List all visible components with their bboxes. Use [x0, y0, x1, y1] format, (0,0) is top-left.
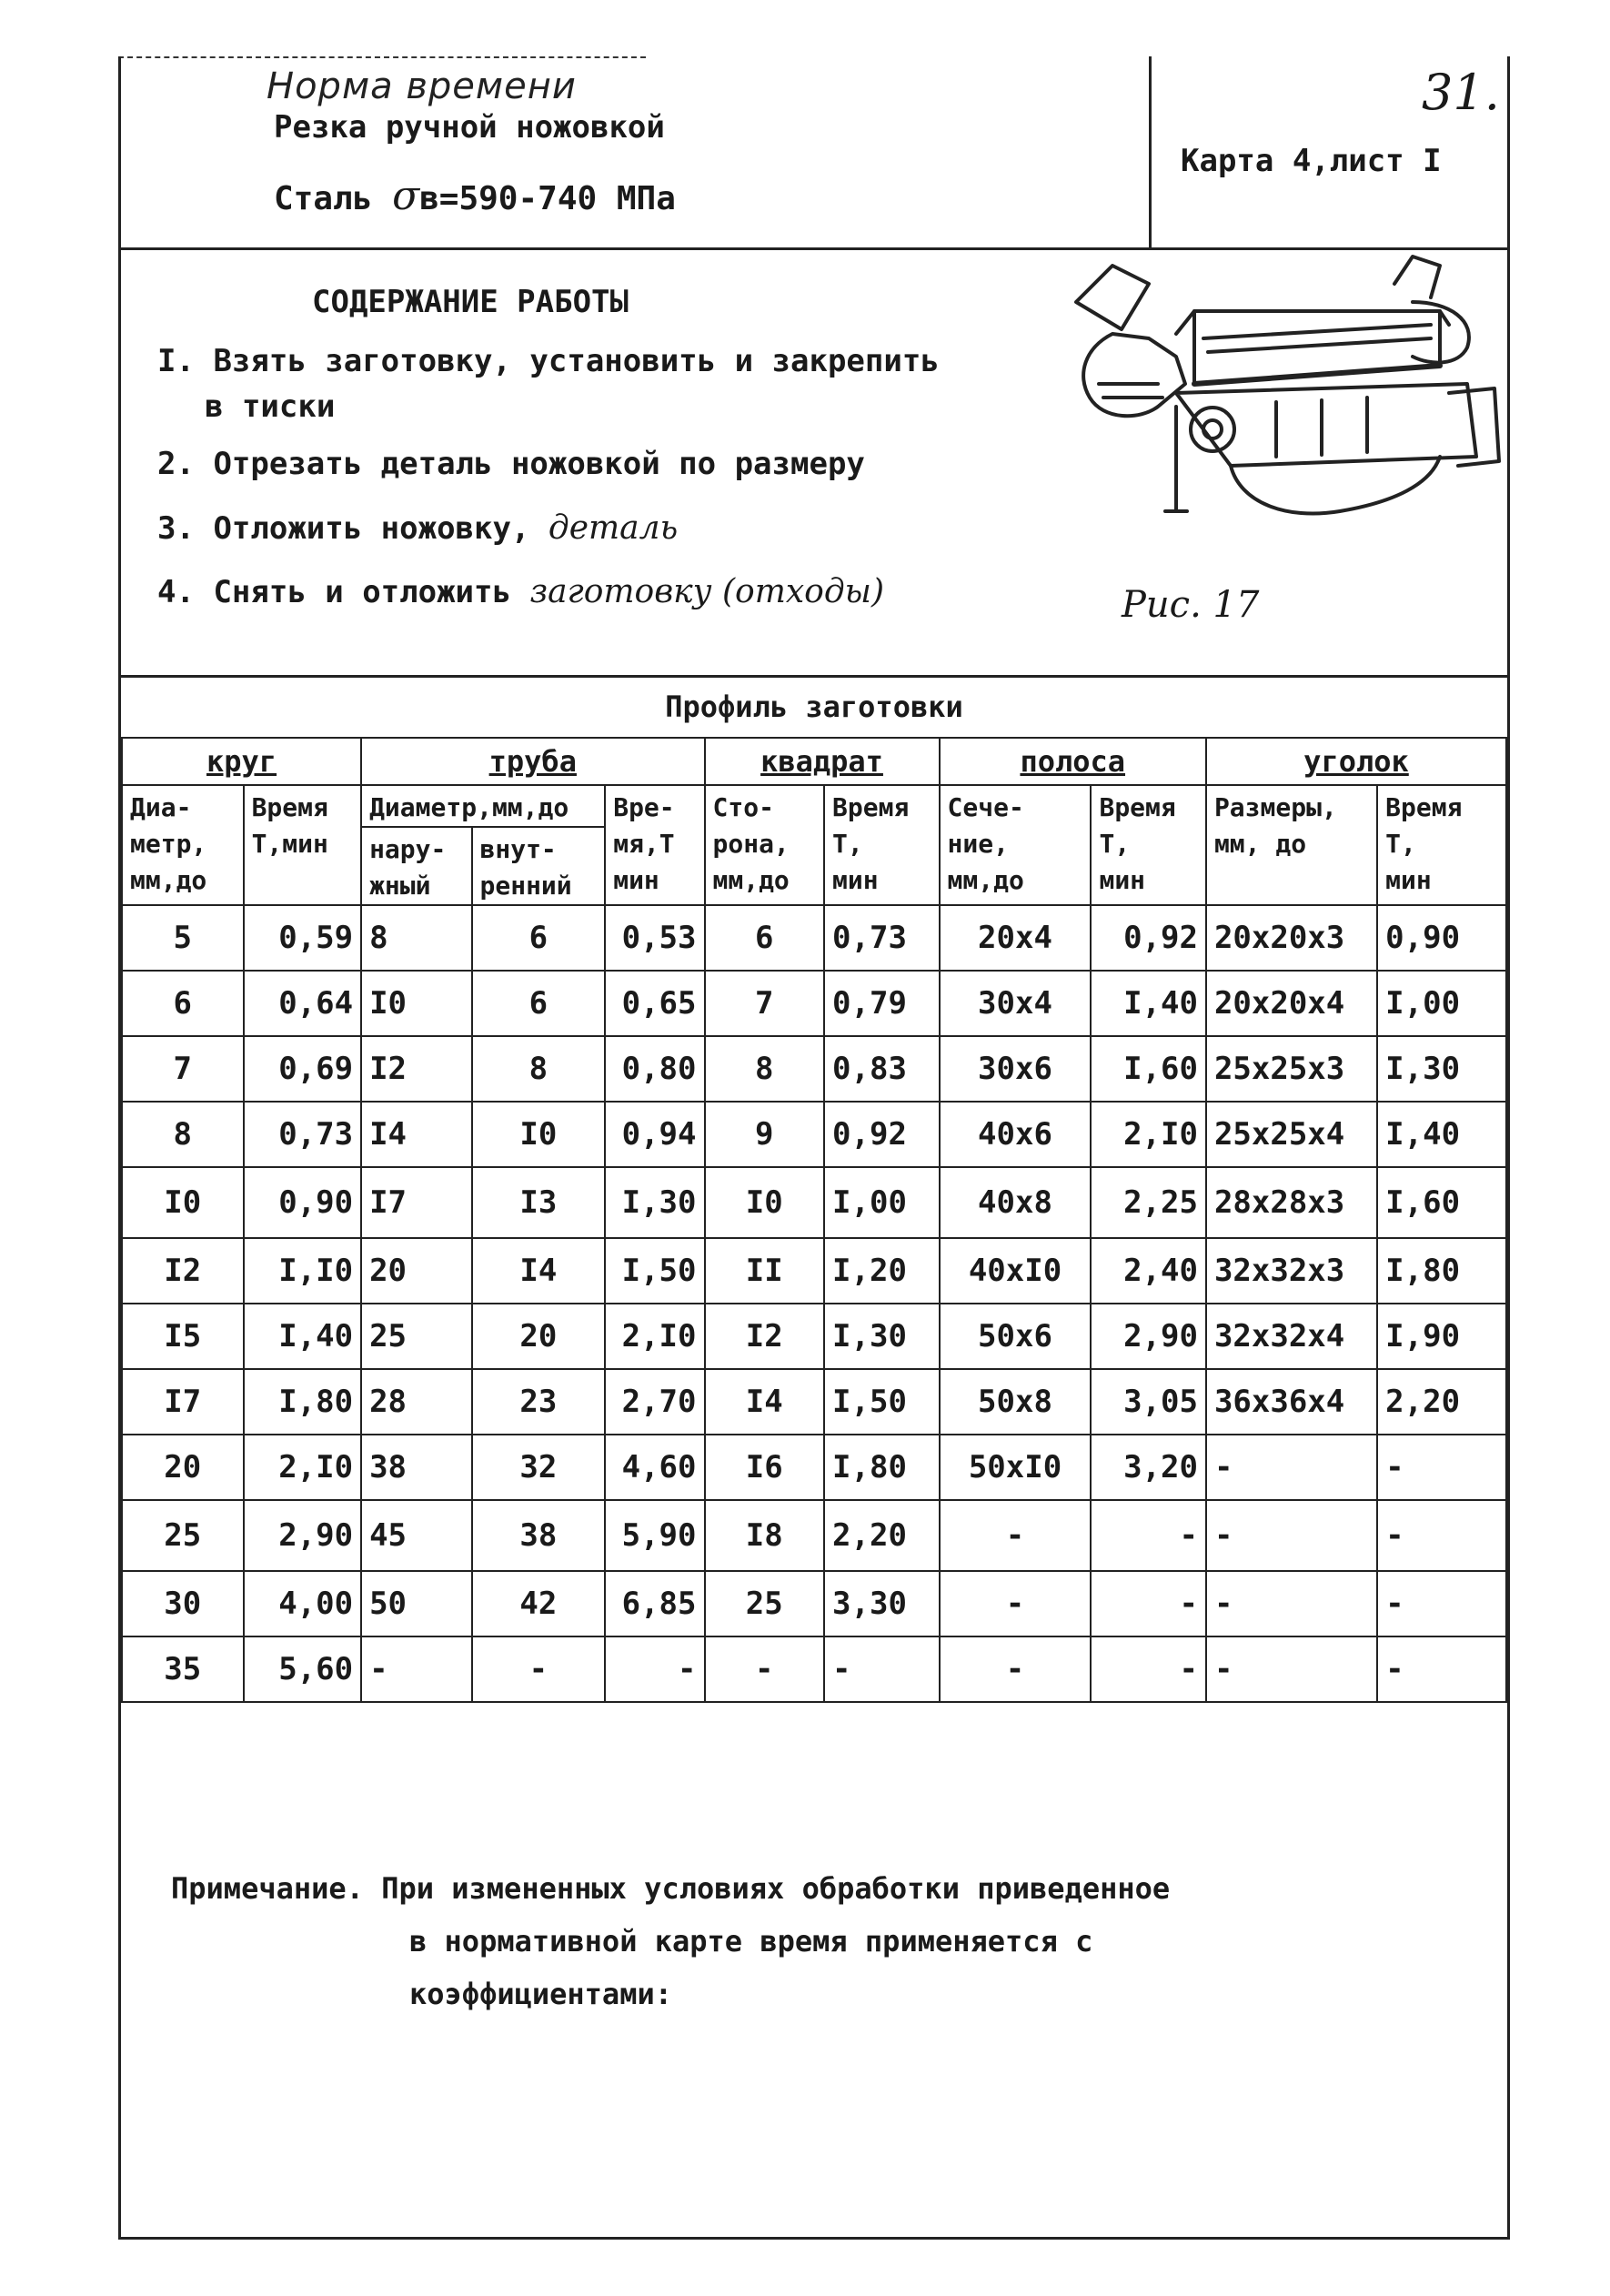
cell-ugolok-size: 32x32x3	[1206, 1238, 1377, 1304]
step-1-continued	[205, 388, 335, 425]
note	[171, 1862, 1170, 2020]
cell-kvadrat-side: I4	[705, 1369, 825, 1435]
cell-truba-inner: I0	[472, 1102, 606, 1167]
table-row	[122, 1369, 1506, 1435]
cell-polosa-time: 0,92	[1091, 905, 1205, 971]
header-polosa-section	[940, 785, 1092, 905]
cell-truba-inner: 42	[472, 1571, 606, 1636]
header-line: Время	[1385, 792, 1463, 822]
step-handwritten: заготовку (отходы)	[529, 573, 885, 610]
cell-polosa-time: 3,05	[1091, 1369, 1205, 1435]
cell-polosa-section: 40xI0	[940, 1238, 1092, 1304]
header-polosa-time	[1091, 785, 1205, 905]
cell-ugolok-size: -	[1206, 1636, 1377, 1702]
cell-krug-time: 0,69	[244, 1036, 362, 1102]
cell-krug-time: 0,73	[244, 1102, 362, 1167]
note-line-3: коэффициентами:	[409, 1977, 672, 2011]
header-line: мм, до	[1213, 829, 1307, 859]
header-ugolok-size	[1206, 785, 1377, 905]
step-text: Снять и отложить	[213, 574, 511, 610]
cell-krug-diameter: 8	[122, 1102, 244, 1167]
cell-truba-inner: 20	[472, 1304, 606, 1369]
cell-truba-inner: 8	[472, 1036, 606, 1102]
cell-truba-inner: -	[472, 1636, 606, 1702]
cell-polosa-time: 2,90	[1091, 1304, 1205, 1369]
cell-kvadrat-side: I0	[705, 1167, 825, 1238]
header-line: Т,	[1099, 829, 1131, 859]
step-text: Взять заготовку, установить и закрепить	[213, 343, 940, 379]
header-ugolok-time	[1377, 785, 1506, 905]
table-row	[122, 1036, 1506, 1102]
cell-truba-inner: I4	[472, 1238, 606, 1304]
cell-kvadrat-side: II	[705, 1238, 825, 1304]
step-number: 2.	[157, 446, 195, 482]
cell-ugolok-size: 36x36x4	[1206, 1369, 1377, 1435]
cell-ugolok-size: -	[1206, 1571, 1377, 1636]
cell-kvadrat-time: 0,83	[824, 1036, 939, 1102]
cell-kvadrat-side: I2	[705, 1304, 825, 1369]
note-line-1: Примечание. При измененных условиях обработки приведенное	[171, 1871, 1171, 1906]
cell-ugolok-size: 25x25x4	[1206, 1102, 1377, 1167]
sigma-symbol: σ	[392, 173, 420, 219]
cell-polosa-section: 40x8	[940, 1167, 1092, 1238]
cell-kvadrat-side: 25	[705, 1571, 825, 1636]
step-number: I.	[157, 343, 195, 379]
cell-polosa-time: 2,40	[1091, 1238, 1205, 1304]
cell-krug-diameter: 6	[122, 971, 244, 1036]
cell-kvadrat-side: 6	[705, 905, 825, 971]
cell-krug-diameter: I5	[122, 1304, 244, 1369]
table-row	[122, 1167, 1506, 1238]
steel-prefix: Сталь	[274, 180, 373, 217]
group-polosa: полоса	[940, 738, 1206, 785]
cell-ugolok-size: -	[1206, 1500, 1377, 1571]
cell-truba-inner: I3	[472, 1167, 606, 1238]
cell-polosa-section: 50xI0	[940, 1435, 1092, 1500]
header-krug-time	[244, 785, 362, 905]
sub-header-row-1	[122, 785, 1506, 827]
cell-truba-outer: 45	[361, 1500, 471, 1571]
cell-polosa-time: 3,20	[1091, 1435, 1205, 1500]
cell-ugolok-size: 20x20x4	[1206, 971, 1377, 1036]
cell-truba-outer: I4	[361, 1102, 471, 1167]
step-2	[157, 446, 865, 482]
page-number: 31.	[1422, 64, 1500, 121]
cell-kvadrat-time: I,50	[824, 1369, 939, 1435]
profile-label: Профиль заготовки	[122, 676, 1506, 738]
cell-kvadrat-time: I,00	[824, 1167, 939, 1238]
cell-polosa-section: -	[940, 1571, 1092, 1636]
header-line: Время	[251, 792, 328, 822]
cell-krug-diameter: 5	[122, 905, 244, 971]
step-number: 3.	[157, 510, 195, 547]
cell-kvadrat-side: -	[705, 1636, 825, 1702]
header-line: Время	[832, 792, 910, 822]
table-row	[122, 1304, 1506, 1369]
group-truba: труба	[361, 738, 704, 785]
cell-krug-diameter: 30	[122, 1571, 244, 1636]
norm-label: Норма времени	[267, 65, 577, 107]
header-line: Размеры,	[1213, 792, 1337, 822]
header-line: Вре-	[613, 792, 675, 822]
cell-truba-time: 4,60	[605, 1435, 704, 1500]
cell-kvadrat-time: -	[824, 1636, 939, 1702]
cell-kvadrat-time: 2,20	[824, 1500, 939, 1571]
header-divider	[1149, 56, 1152, 247]
card-title: Резка ручной ножовкой	[274, 109, 665, 146]
header-line: жный	[369, 871, 431, 901]
cell-krug-diameter: I0	[122, 1167, 244, 1238]
profile-header-row	[122, 676, 1506, 738]
cell-polosa-time: -	[1091, 1571, 1205, 1636]
cell-kvadrat-time: 0,92	[824, 1102, 939, 1167]
cell-polosa-time: -	[1091, 1636, 1205, 1702]
step-handwritten: деталь	[548, 509, 679, 547]
cell-kvadrat-time: I,30	[824, 1304, 939, 1369]
cell-krug-time: I,I0	[244, 1238, 362, 1304]
cell-ugolok-time: I,40	[1377, 1102, 1506, 1167]
cell-ugolok-time: I,60	[1377, 1167, 1506, 1238]
work-content	[121, 247, 1507, 678]
step-text: в тиски	[205, 388, 336, 425]
group-header-row	[122, 738, 1506, 785]
cell-truba-outer: -	[361, 1636, 471, 1702]
header-line: мин	[613, 865, 659, 895]
cell-ugolok-time: -	[1377, 1435, 1506, 1500]
cell-ugolok-time: I,30	[1377, 1036, 1506, 1102]
cell-polosa-section: 20x4	[940, 905, 1092, 971]
cell-ugolok-time: 2,20	[1377, 1369, 1506, 1435]
cell-truba-time: 0,94	[605, 1102, 704, 1167]
header-line: ние,	[947, 829, 1009, 859]
cell-kvadrat-time: 3,30	[824, 1571, 939, 1636]
cell-truba-outer: 28	[361, 1369, 471, 1435]
cell-kvadrat-time: I,20	[824, 1238, 939, 1304]
cell-polosa-section: 50x8	[940, 1369, 1092, 1435]
cell-krug-time: 0,59	[244, 905, 362, 971]
cell-kvadrat-side: I6	[705, 1435, 825, 1500]
cell-polosa-time: I,40	[1091, 971, 1205, 1036]
cell-truba-outer: 25	[361, 1304, 471, 1369]
steel-spec	[274, 173, 676, 219]
cell-krug-time: 5,60	[244, 1636, 362, 1702]
cell-kvadrat-side: 7	[705, 971, 825, 1036]
cell-krug-diameter: I2	[122, 1238, 244, 1304]
header-line: Время	[1099, 792, 1176, 822]
header-truba-time	[605, 785, 704, 905]
header-line: рона,	[712, 829, 790, 859]
cell-ugolok-time: I,80	[1377, 1238, 1506, 1304]
step-3	[157, 509, 678, 547]
header-line: мм,до	[947, 865, 1024, 895]
cell-krug-time: 4,00	[244, 1571, 362, 1636]
cell-truba-outer: 20	[361, 1238, 471, 1304]
header-truba-outer	[361, 827, 471, 905]
header-line: Сто-	[712, 792, 774, 822]
table-row	[122, 1435, 1506, 1500]
header-line: Сече-	[947, 792, 1024, 822]
cell-truba-time: I,50	[605, 1238, 704, 1304]
header-line: Диа-	[130, 792, 192, 822]
figure-caption: Рис. 17	[1122, 584, 1260, 626]
cell-truba-time: -	[605, 1636, 704, 1702]
table-row	[122, 1571, 1506, 1636]
header-line: мин	[1099, 865, 1146, 895]
cell-krug-time: 2,90	[244, 1500, 362, 1571]
header-kvadrat-time	[824, 785, 939, 905]
cell-krug-diameter: 35	[122, 1636, 244, 1702]
header-line: Т,	[1385, 829, 1416, 859]
hacksaw-vise-illustration	[1049, 247, 1504, 548]
cell-kvadrat-side: I8	[705, 1500, 825, 1571]
cell-ugolok-time: -	[1377, 1571, 1506, 1636]
header-line: Т,	[832, 829, 863, 859]
cell-polosa-time: -	[1091, 1500, 1205, 1571]
header-line: мм,до	[712, 865, 790, 895]
cell-polosa-time: I,60	[1091, 1036, 1205, 1102]
header-line: нару-	[369, 834, 447, 864]
cell-ugolok-time: 0,90	[1377, 905, 1506, 971]
header-truba-inner	[472, 827, 606, 905]
steel-value: в=590-740 МПа	[419, 180, 676, 217]
cell-polosa-section: -	[940, 1636, 1092, 1702]
cell-polosa-section: -	[940, 1500, 1092, 1571]
cell-kvadrat-side: 9	[705, 1102, 825, 1167]
cell-krug-time: I,80	[244, 1369, 362, 1435]
cell-truba-inner: 6	[472, 905, 606, 971]
cell-truba-time: I,30	[605, 1167, 704, 1238]
cell-krug-time: 0,64	[244, 971, 362, 1036]
cell-truba-outer: 38	[361, 1435, 471, 1500]
cell-ugolok-size: -	[1206, 1435, 1377, 1500]
table-row	[122, 905, 1506, 971]
step-text: Отложить ножовку,	[213, 510, 530, 547]
header-krug-diameter	[122, 785, 244, 905]
work-title: СОДЕРЖАНИЕ РАБОТЫ	[312, 284, 629, 320]
cell-ugolok-size: 28x28x3	[1206, 1167, 1377, 1238]
cell-truba-time: 2,70	[605, 1369, 704, 1435]
cell-kvadrat-side: 8	[705, 1036, 825, 1102]
cell-polosa-section: 30x4	[940, 971, 1092, 1036]
table-row	[122, 1102, 1506, 1167]
header-line: метр,	[130, 829, 207, 859]
header-line: внут-	[479, 834, 557, 864]
cell-krug-time: I,40	[244, 1304, 362, 1369]
cell-truba-time: 0,65	[605, 971, 704, 1036]
cell-polosa-section: 40x6	[940, 1102, 1092, 1167]
header-line: мин	[1385, 865, 1432, 895]
cell-polosa-section: 50x6	[940, 1304, 1092, 1369]
step-number: 4.	[157, 574, 195, 610]
cell-ugolok-size: 32x32x4	[1206, 1304, 1377, 1369]
cell-krug-diameter: 7	[122, 1036, 244, 1102]
header-line: мм,до	[130, 865, 207, 895]
cell-truba-time: 2,I0	[605, 1304, 704, 1369]
header-line: ренний	[479, 871, 572, 901]
table-row	[122, 1636, 1506, 1702]
cell-kvadrat-time: 0,73	[824, 905, 939, 971]
step-4	[157, 573, 884, 610]
cell-truba-outer: 8	[361, 905, 471, 971]
cell-truba-time: 6,85	[605, 1571, 704, 1636]
norm-card-page	[118, 56, 1510, 2240]
group-ugolok: уголок	[1206, 738, 1506, 785]
header-line: Т,мин	[251, 829, 328, 859]
header-truba-diameter: Диаметр,мм,до	[361, 785, 605, 827]
cell-ugolok-size: 20x20x3	[1206, 905, 1377, 971]
cell-ugolok-time: I,00	[1377, 971, 1506, 1036]
cell-truba-inner: 38	[472, 1500, 606, 1571]
cell-truba-time: 0,80	[605, 1036, 704, 1102]
header-line: мин	[832, 865, 879, 895]
note-line-2: в нормативной карте время применяется с	[409, 1924, 1093, 1959]
group-kvadrat: квадрат	[705, 738, 940, 785]
cell-kvadrat-time: 0,79	[824, 971, 939, 1036]
header-line: мя,Т	[613, 829, 675, 859]
cell-ugolok-time: I,90	[1377, 1304, 1506, 1369]
cell-truba-outer: I7	[361, 1167, 471, 1238]
norm-table-wrapper	[121, 675, 1507, 1703]
cell-truba-outer: I0	[361, 971, 471, 1036]
cell-truba-inner: 6	[472, 971, 606, 1036]
norm-table-body	[122, 905, 1506, 1702]
cell-ugolok-time: -	[1377, 1500, 1506, 1571]
cell-kvadrat-time: I,80	[824, 1435, 939, 1500]
table-row	[122, 1500, 1506, 1571]
cell-truba-outer: I2	[361, 1036, 471, 1102]
cell-polosa-time: 2,25	[1091, 1167, 1205, 1238]
cell-truba-outer: 50	[361, 1571, 471, 1636]
step-text: Отрезать деталь ножовкой по размеру	[213, 446, 865, 482]
card-number: Карта 4,лист I	[1181, 143, 1442, 179]
cell-ugolok-time: -	[1377, 1636, 1506, 1702]
table-row	[122, 1238, 1506, 1304]
cell-truba-inner: 23	[472, 1369, 606, 1435]
cell-krug-diameter: 25	[122, 1500, 244, 1571]
cell-ugolok-size: 25x25x3	[1206, 1036, 1377, 1102]
table-row	[122, 971, 1506, 1036]
cell-truba-time: 5,90	[605, 1500, 704, 1571]
cell-polosa-section: 30x6	[940, 1036, 1092, 1102]
card-header	[121, 56, 1507, 250]
cell-truba-inner: 32	[472, 1435, 606, 1500]
cell-krug-diameter: I7	[122, 1369, 244, 1435]
step-1	[157, 343, 940, 379]
cell-krug-time: 0,90	[244, 1167, 362, 1238]
group-krug: круг	[122, 738, 361, 785]
norm-table	[121, 675, 1507, 1703]
cell-polosa-time: 2,I0	[1091, 1102, 1205, 1167]
cell-krug-time: 2,I0	[244, 1435, 362, 1500]
header-kvadrat-side	[705, 785, 825, 905]
cell-krug-diameter: 20	[122, 1435, 244, 1500]
cell-truba-time: 0,53	[605, 905, 704, 971]
